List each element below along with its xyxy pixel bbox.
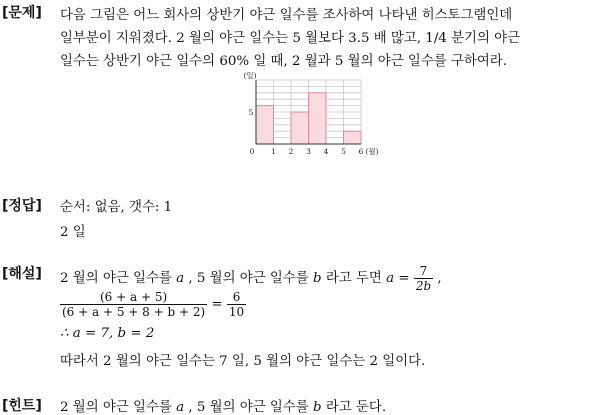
equals-sign: = [211,297,223,312]
x-tick-label: 0 [249,147,255,156]
answer-line-1: 순서: 없음, 갯수: 1 [60,200,173,215]
var-a: a [176,271,185,286]
fraction-denominator: (6 + a + 5 + 8 + b + 2) [62,305,206,319]
fraction-denominator: 2b [415,279,432,293]
hint-line [60,396,386,415]
solution-text-3: 라고 두면 [325,271,382,286]
x-tick-label: 2 [288,147,294,156]
solution-conclusion: 따라서 2 월의 야근 일수는 7 일, 5 월의 야근 일수는 2 일이다. [60,354,426,369]
fraction-numerator: 7 [414,264,433,279]
fraction-numerator: 6 [227,290,246,305]
fraction-numerator: (6 + a + 5) [60,290,207,305]
problem-line-1: 다음 그림은 어느 회사의 상반기 야근 일수를 조사하여 나타낸 히스토그램인데 [60,8,513,23]
fraction-6-over-10 [227,290,246,319]
fraction-ratio [60,290,207,319]
x-tick-label: 3 [306,147,311,156]
fraction-denominator: 10 [228,305,245,319]
x-tick-label: 1 [271,147,276,156]
var-a: a [176,400,185,415]
y-axis-label: (일) [243,72,257,80]
x-tick-label: 6 [358,147,364,156]
histogram-bar [291,112,309,144]
hint-tag: [힌트] [2,398,42,414]
hint-text-2: , 5 월의 야근 일수를 [188,400,309,415]
solution-text-1: 2 월의 야근 일수를 [60,271,172,286]
hint-text-3: 라고 둔다. [325,400,387,415]
var-b: b [312,271,322,286]
equation-lhs: a = [386,271,410,286]
var-b: b [312,400,322,415]
histogram-bar [256,106,274,144]
problem-line-3: 일수는 상반기 야근 일수의 60% 일 때, 2 월과 5 월의 야근 일수를 구하여라. [60,54,507,69]
answer-line-2: 2 일 [60,225,86,240]
solution-tag: [해설] [2,266,42,282]
solution-line-1: 2 월의 야근 일수를 a , 5 월의 야근 일수를 b 라고 두면 a = $\frac{7}{2b}$ , [60,264,442,293]
x-tick-label: 5 [341,147,346,156]
solution-text-2: , 5 월의 야근 일수를 [188,271,309,286]
problem-tag: [문제] [2,5,42,21]
answer-tag: [정답] [2,198,42,214]
solution-therefore: ∴ a = 7, b = 2 [60,326,155,341]
x-axis-unit-label: (월) [365,147,379,156]
histogram-bar [344,131,362,144]
solution-equation [60,290,246,319]
problem-line-2: 일부분이 지워졌다. 2 월의 야근 일수는 5 월보다 3.5 배 많고, 1/4 분기의 야근 [60,31,521,46]
histogram-chart [240,72,390,164]
y-tick-label: 5 [248,108,254,117]
x-tick-label: 4 [323,147,329,156]
histogram-bar [309,93,327,144]
hint-text-1: 2 월의 야근 일수를 [60,400,172,415]
fraction-7-over-2b [414,264,433,293]
